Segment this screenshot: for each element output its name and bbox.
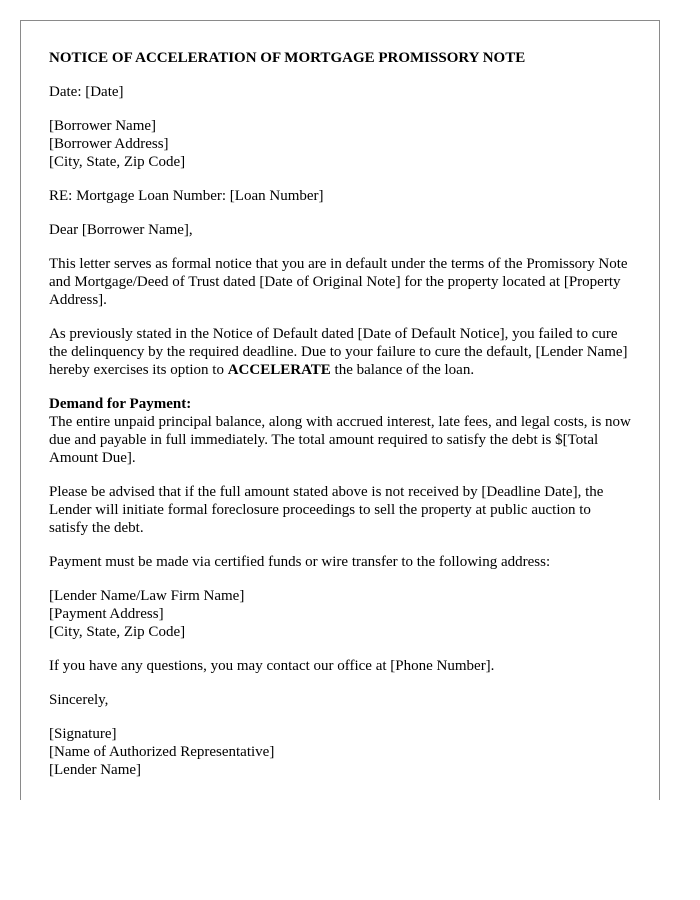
demand-for-payment-section <box>49 395 631 467</box>
document-title: NOTICE OF ACCELERATION OF MORTGAGE PROMISSORY NOTE <box>49 50 526 66</box>
demand-text: The entire unpaid principal balance, along with accrued interest, late fees, and legal costs, is now due and payable in full immediately. The total amount required to satisfy the debt is $[Total Amount Due]. <box>49 414 631 466</box>
payment-address: [Payment Address] <box>49 606 164 622</box>
acceleration-paragraph <box>49 325 631 379</box>
demand-heading: Demand for Payment: <box>49 396 192 412</box>
acceleration-text-after: the balance of the loan. <box>330 362 475 378</box>
signature-block <box>49 725 631 779</box>
lender-city-state-zip: [City, State, Zip Code] <box>49 624 186 640</box>
signature: [Signature] <box>49 726 117 742</box>
lender-address-block <box>49 587 631 641</box>
borrower-address-block <box>49 117 631 171</box>
acceleration-text-before: As previously stated in the Notice of Default dated [Date of Default Notice], you failed to cure the delinquency by the required deadline. Due to your failure to cure the default, [Lender Name] hereby exercises its option to <box>49 326 628 378</box>
salutation: Dear [Borrower Name], <box>49 222 193 238</box>
payment-instructions-paragraph: Payment must be made via certified funds or wire transfer to the following address: <box>49 554 551 570</box>
lender-firm-name: [Lender Name/Law Firm Name] <box>49 588 245 604</box>
contact-paragraph: If you have any questions, you may contact our office at [Phone Number]. <box>49 658 495 674</box>
borrower-address: [Borrower Address] <box>49 136 169 152</box>
signature-lender-name: [Lender Name] <box>49 762 142 778</box>
re-line: RE: Mortgage Loan Number: [Loan Number] <box>49 188 324 204</box>
date-line: Date: [Date] <box>49 84 124 100</box>
accelerate-emphasis: ACCELERATE <box>227 362 331 378</box>
authorized-representative: [Name of Authorized Representative] <box>49 744 275 760</box>
foreclosure-warning-paragraph: Please be advised that if the full amount stated above is not received by [Deadline Date], the Lender will initiate formal foreclosure proceedings to sell the property at public auction to satisfy the debt. <box>49 484 604 536</box>
borrower-name: [Borrower Name] <box>49 118 157 134</box>
letter-page <box>20 20 660 800</box>
default-notice-paragraph: This letter serves as formal notice that you are in default under the terms of the Promissory Note and Mortgage/Deed of Trust dated [Date of Original Note] for the property located at [Property Address]. <box>49 256 628 308</box>
borrower-city-state-zip: [City, State, Zip Code] <box>49 154 186 170</box>
closing: Sincerely, <box>49 692 109 708</box>
